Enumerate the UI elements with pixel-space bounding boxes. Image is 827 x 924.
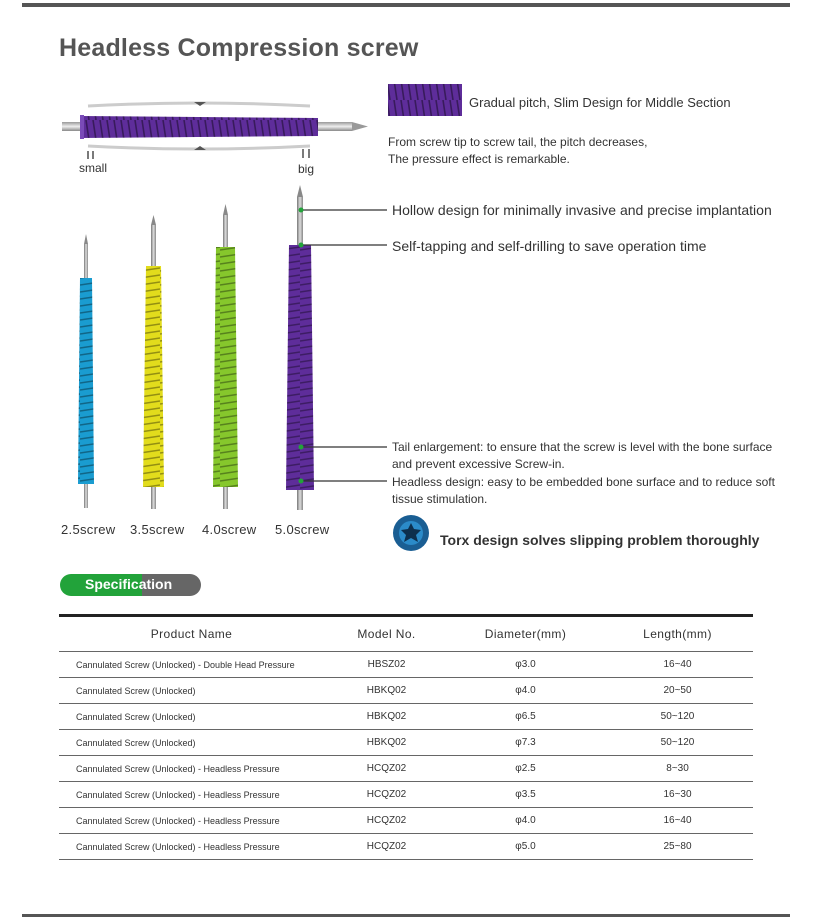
cell-product-name: Cannulated Screw (Unlocked) - Double Head Pressure [59,652,324,678]
cell-diameter: φ6.5 [449,704,602,730]
cell-length: 20~50 [602,678,753,704]
cell-length: 25~80 [602,834,753,860]
cell-length: 50~120 [602,704,753,730]
callout-tail-line2: and prevent excessive Screw-in. [392,457,565,471]
bottom-divider [22,914,790,917]
callout-lines [301,210,387,481]
page-title: Headless Compression screw [59,34,419,62]
torx-icon [393,515,429,551]
screw-label-2-5: 2.5screw [61,522,116,537]
cell-diameter: φ3.0 [449,652,602,678]
callout-tail-line1: Tail enlargement: to ensure that the screw is level with the bone surface [392,440,773,454]
callout-self-tapping: Self-tapping and self-drilling to save operation time [392,238,707,254]
callout-headless-line1: Headless design: easy to be embedded bone surface and to reduce soft [392,475,775,489]
cell-model: HBKQ02 [324,704,449,730]
header-diameter: Diameter(mm) [484,627,567,641]
cell-model: HBKQ02 [324,730,449,756]
screw-label-3-5: 3.5screw [130,522,185,537]
pitch-description-line1: From screw tip to screw tail, the pitch decreases, [388,135,648,149]
cell-diameter: φ7.3 [449,730,602,756]
cell-model: HCQZ02 [324,782,449,808]
header-product-name: Product Name [150,627,233,641]
screw-4-0 [213,204,238,509]
table-header-row [59,616,753,652]
specification-label: Specification [85,576,173,592]
cell-product-name: Cannulated Screw (Unlocked) - Headless Pressure [59,756,324,782]
cell-length: 50~120 [602,730,753,756]
header-model-no: Model No. [357,627,416,641]
small-label: small [79,161,108,175]
table-row [59,652,753,678]
pitch-description-line2: The pressure effect is remarkable. [388,152,570,166]
cell-product-name: Cannulated Screw (Unlocked) - Headless Pressure [59,834,324,860]
pitch-thumbnail [388,84,462,116]
callout-hollow: Hollow design for minimally invasive and precise implantation [392,202,772,218]
cell-product-name: Cannulated Screw (Unlocked) [59,704,324,730]
table-row [59,782,753,808]
screw-label-4-0: 4.0screw [202,522,257,537]
table-row [59,756,753,782]
cell-length: 8~30 [602,756,753,782]
table-row [59,808,753,834]
cell-diameter: φ2.5 [449,756,602,782]
cell-diameter: φ3.5 [449,782,602,808]
cell-product-name: Cannulated Screw (Unlocked) - Headless Pressure [59,782,324,808]
screw-2-5 [78,234,94,508]
header-length: Length(mm) [643,627,712,641]
cell-model: HCQZ02 [324,834,449,860]
pitch-feature-title: Gradual pitch, Slim Design for Middle Section [469,95,731,110]
torx-caption: Torx design solves slipping problem thoroughly [440,532,760,548]
screw-5-0 [286,185,314,510]
cell-diameter: φ5.0 [449,834,602,860]
cell-model: HBSZ02 [324,652,449,678]
callout-headless-line2: tissue stimulation. [392,492,488,506]
cell-length: 16~30 [602,782,753,808]
table-row [59,730,753,756]
screw-3-5 [143,215,164,509]
screw-label-5-0: 5.0screw [275,522,330,537]
cell-model: HCQZ02 [324,756,449,782]
horizontal-screw-image [62,102,368,159]
cell-diameter: φ4.0 [449,808,602,834]
cell-product-name: Cannulated Screw (Unlocked) [59,678,324,704]
big-label: big [298,162,315,176]
cell-product-name: Cannulated Screw (Unlocked) [59,730,324,756]
cell-model: HCQZ02 [324,808,449,834]
table-row [59,678,753,704]
cell-length: 16~40 [602,652,753,678]
cell-diameter: φ4.0 [449,678,602,704]
table-row [59,834,753,860]
cell-length: 16~40 [602,808,753,834]
specification-table [59,614,753,860]
cell-product-name: Cannulated Screw (Unlocked) - Headless Pressure [59,808,324,834]
cell-model: HBKQ02 [324,678,449,704]
table-row [59,704,753,730]
